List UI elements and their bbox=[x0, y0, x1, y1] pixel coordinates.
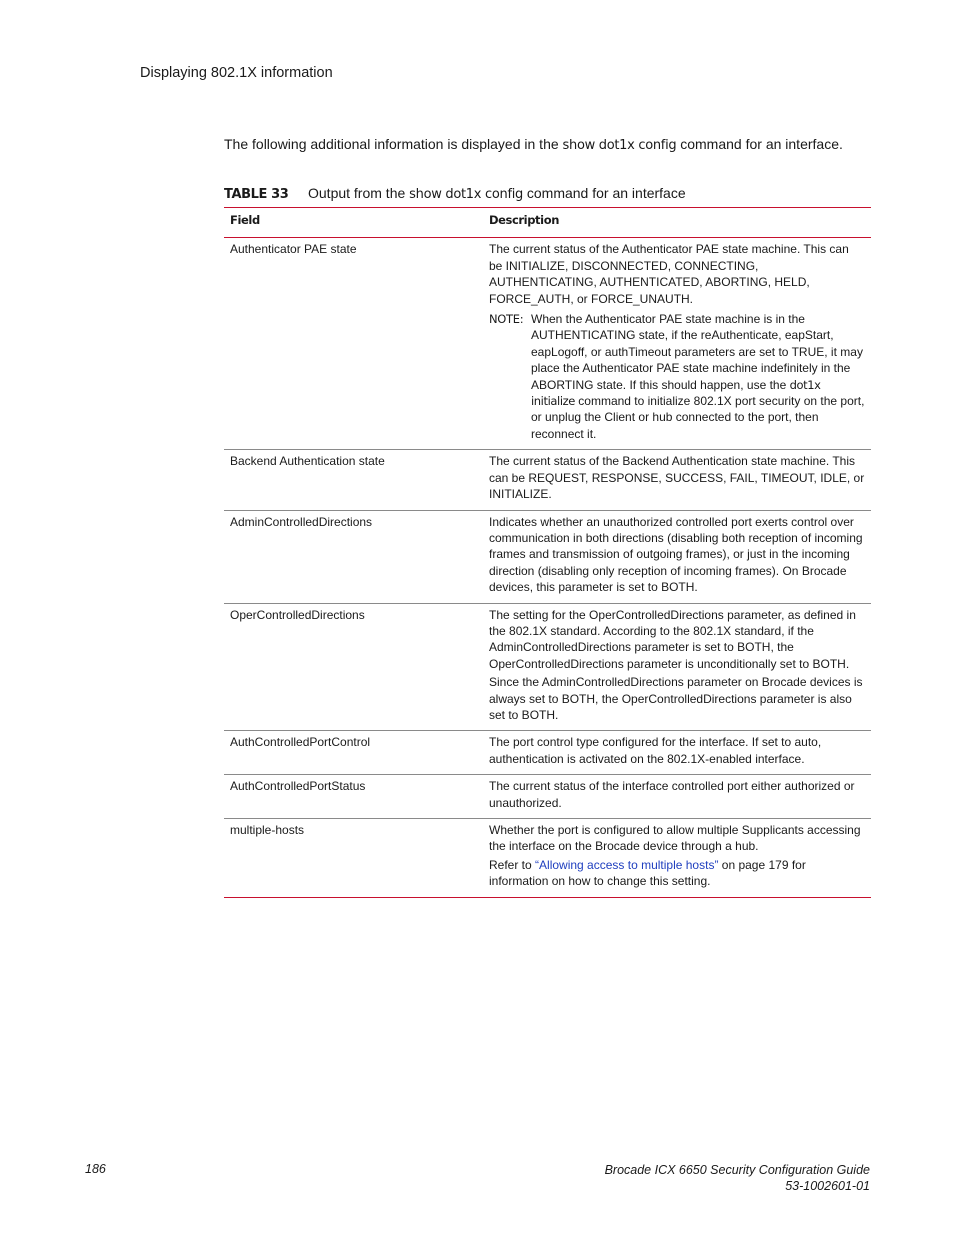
table-row bbox=[224, 731, 871, 775]
multiple-hosts-link[interactable]: “Allowing access to multiple hosts” bbox=[535, 857, 719, 872]
note-label: NOTE: bbox=[489, 312, 524, 327]
field-cell: multiple-hosts bbox=[230, 823, 305, 837]
note-text-start: When the Authenticator PAE state machine is in the AUTHENTICATING state, if the reAuthenticate, eapStart, eapLogoff, or authTimeout parameters are set to TRUE, it may place the Authenticator PAE state machine indefinitely in the ABORTING state. If this should happen, use the bbox=[531, 312, 863, 392]
page-number: 186 bbox=[85, 1162, 106, 1176]
caption-text-end: command for an interface bbox=[522, 185, 686, 201]
table-row bbox=[224, 819, 871, 898]
description-cell bbox=[483, 819, 871, 898]
table-caption bbox=[224, 185, 871, 202]
note-text-end: command to initialize 802.1X port security on the port, or unplug the Client or hub connected to the port, then reconnect it. bbox=[531, 394, 865, 441]
note-block bbox=[489, 311, 865, 442]
description-cell: The current status of the interface controlled port either authorized or unauthorized. bbox=[489, 779, 855, 810]
header-description: Description bbox=[489, 213, 559, 227]
field-cell: Backend Authentication state bbox=[230, 454, 385, 469]
description-cell bbox=[483, 238, 871, 450]
cross-reference bbox=[489, 857, 865, 890]
table-row bbox=[224, 510, 871, 603]
doc-number: 53-1002601-01 bbox=[785, 1179, 870, 1193]
ref-text-end: on page 179 for information on how to change this setting. bbox=[489, 857, 806, 889]
field-cell: OperControlledDirections bbox=[230, 607, 365, 622]
table-header-row bbox=[224, 208, 871, 238]
table-row bbox=[224, 603, 871, 731]
description-cell: Indicates whether an unauthorized controlled port exerts control over communication in both directions (disabling both reception of incoming frames and transmission of outgoing frames), or just in the incoming direction (disabling only reception of incoming frames). On Brocade devices, this parameter is set to BOTH. bbox=[489, 514, 863, 595]
description-cell: The port control type configured for the interface. If set to auto, authentication is activated on the 802.1X-enabled interface. bbox=[489, 735, 822, 766]
table-row bbox=[224, 450, 871, 510]
description-text: Whether the port is configured to allow multiple Supplicants accessing the interface on the Brocade device through a hub. bbox=[489, 823, 861, 854]
caption-text: Output from the bbox=[308, 185, 410, 201]
intro-paragraph bbox=[224, 135, 844, 155]
ref-text-start: Refer to bbox=[489, 857, 536, 872]
table-row bbox=[224, 775, 871, 819]
intro-command: show dot1x config bbox=[562, 138, 677, 153]
field-cell: AdminControlledDirections bbox=[230, 514, 373, 529]
intro-text-end: command for an interface. bbox=[676, 136, 843, 152]
table-row bbox=[224, 238, 871, 450]
description-text: The current status of the Authenticator PAE state machine. This can be INITIALIZE, DISCONNECTED, CONNECTING, AUTHENTICATING, AUTHENTICATED, ABORTING, HELD, FORCE_AUTH, or FORCE_UNAUTH. bbox=[489, 242, 849, 306]
description-text-2: Since the AdminControlledDirections parameter on Brocade devices is always set to BOTH, the OperControlledDirections parameter is also set to BOTH. bbox=[489, 675, 863, 722]
guide-title: Brocade ICX 6650 Security Configuration Guide bbox=[604, 1163, 870, 1177]
header-field: Field bbox=[230, 213, 260, 227]
intro-text: The following additional information is displayed in the bbox=[224, 136, 563, 152]
footer-info bbox=[605, 1162, 870, 1194]
field-cell: AuthControlledPortStatus bbox=[230, 779, 366, 794]
running-header: Displaying 802.1X information bbox=[140, 65, 333, 81]
field-cell: Authenticator PAE state bbox=[230, 242, 357, 257]
description-cell bbox=[483, 603, 871, 731]
output-fields-table bbox=[224, 207, 871, 898]
caption-command: show dot1x config bbox=[409, 187, 523, 202]
table-number: TABLE 33 bbox=[224, 187, 289, 202]
field-cell: AuthControlledPortControl bbox=[230, 735, 371, 750]
description-cell: The current status of the Backend Authentication state machine. This can be REQUEST, RESPONSE, SUCCESS, FAIL, TIMEOUT, IDLE, or INITIALIZE. bbox=[489, 454, 865, 502]
description-text: The setting for the OperControlledDirections parameter, as defined in the 802.1X standard. According to the 802.1X standard, if the AdminControlledDirections parameter is set to BOTH, the OperControlledDirections parameter is unconditionally set to BOTH. bbox=[489, 607, 856, 671]
note-text bbox=[531, 311, 865, 442]
note-command: dot1x initialize bbox=[531, 377, 821, 409]
